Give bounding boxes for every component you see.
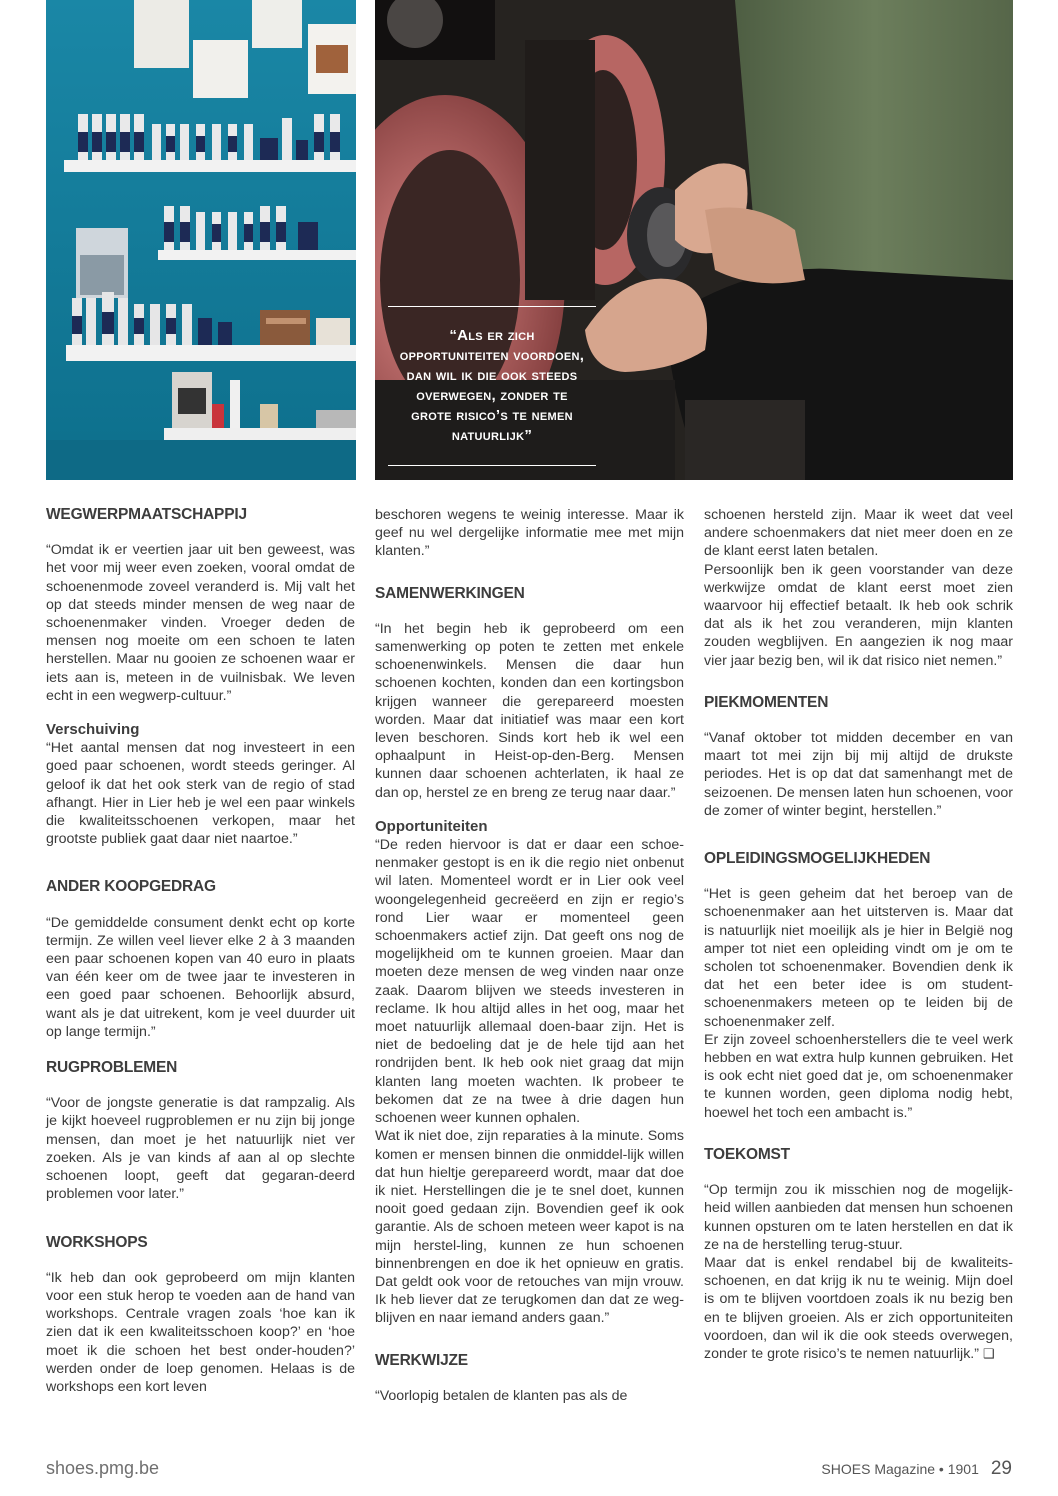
paragraph: “Omdat ik er veertien jaar uit ben geweest, was het voor mij weer even zoeken, vooral omdat de schoenenmode zoveel veranderd is. Mij valt het op dat steeds minder mensen de weg naar de schoenenmaker vinden. Vroeger deden de mensen nog moeite om een schoen te laten herstellen. Maar nu gooien ze schoenen waar er iets aan is, meteen in de vuilnisbak. We leven echt in een wegwerp-cultuur.”: [46, 542, 355, 704]
paragraph: “De gemiddelde consument denkt echt op korte termijn. Ze willen veel liever elke 2 à 3 maanden een paar schoenen kopen van 40 euro in plaats van één keer om de twee jaar te investeren in een goed paar schoenen. Behoorlijk absurd, want als je dat uitrekent, kom je veel duurder uit op lange termijn.”: [46, 914, 355, 1040]
article-column-2: [375, 506, 684, 1405]
footer-magazine: SHOES Magazine • 1901: [821, 1461, 979, 1477]
paragraph: [704, 1254, 1013, 1363]
shelf-photo: [46, 0, 356, 480]
footer-website: shoes.pmg.be: [46, 1458, 160, 1478]
section-heading-piekmomenten: PIEKMOMENTEN: [704, 693, 829, 711]
section-heading-werkwijze: WERKWIJZE: [375, 1351, 468, 1369]
page-number: 29: [990, 1458, 1012, 1479]
pull-quote-text: “Als er zich opportuniteiten voordoen, dan wil ik die ook steeds overwegen, zonder te grote risico’s te nemen natuurlijk”: [399, 327, 585, 444]
section-heading-ander-koopgedrag: ANDER KOOPGEDRAG: [46, 878, 216, 896]
article-column-3: [704, 506, 1013, 1363]
paragraph: “Vanaf oktober tot midden december en van maart tot mei zijn bij mij altijd de drukste periodes. Het is op dat dat samenhangt met de seizoenen. De mensen laten hun schoenen, voor de zomer of winter begint, herstellen.”: [704, 730, 1013, 819]
shelf-photo-illustration: [46, 0, 356, 480]
paragraph: “Het aantal mensen dat nog investeert in een goed paar schoenen, wordt steeds geringer. Al geloof ik dat het ook sterk van de regio of stad afhangt. Hier in Lier heb je wel een paar winkels die kwaliteitsschoenen verkopen, maar het grootste publiek gaat daar niet naartoe.”: [46, 740, 355, 848]
paragraph: “Ik heb dan ook geprobeerd om mijn klanten voor een stuk herop te voeden aan de hand van workshops. Centrale vragen zoals ‘hoe kan ik zien dat ik een kwaliteitsschoen koop?’ en ‘hoe moet ik die schoen het best onder-houden?’ werden onder de loep genomen. Helaas is de workshops een kort leven: [46, 1269, 355, 1395]
paragraph: “Op termijn zou ik misschien nog de mogelijk-heid willen aanbieden dat mensen hun schoenen kunnen opsturen om te laten herstellen en dat ik ze na de herstelling terug-stuur.: [704, 1182, 1013, 1253]
subheading-opportuniteiten: Opportuniteiten: [375, 817, 488, 835]
paragraph: schoenen hersteld zijn. Maar ik weet dat veel andere schoenmakers dat niet meer doen en ze de klant eerst laten betalen.: [704, 507, 1013, 560]
section-heading-opleidingsmogelijkheden: OPLEIDINGSMOGELIJKHEDEN: [704, 850, 931, 868]
end-mark-icon: ❑: [982, 1345, 995, 1361]
paragraph: Wat ik niet doe, zijn reparaties à la minute. Soms komen er mensen binnen die onmiddel-lijk willen dat hun hieltje gerepareerd wordt, maar dat doe ik niet. Herstellingen die je te snel doet, kunnen nooit goed gedaan zijn. Bovendien geef ik ook garantie. Als de schoen meteen weer kapot is na mijn herstel-ling, kunnen ze hun schoenen binnenbrengen en doe ik het opnieuw en gratis. Dat geldt ook voor de retouches van mijn vrouw. Ik heb liever dat ze terugkomen dan dat ze weg-blijven en naar iemand anders gaan.”: [375, 1128, 684, 1327]
section-heading-wegwerpmaatschappij: WEGWERPMAATSCHAPPIJ: [46, 506, 247, 523]
paragraph: “Het is geen geheim dat het beroep van de schoenenmaker aan het uitsterven is. Maar dat is natuurlijk niet moeilijk als je hier in België nog amper tot niet een opleiding vindt om je om te scholen tot schoenenmaker. Bovendien denk ik dat het een beter idee is om student-schoenenmakers meteen op te leiden bij de schoenenmaker zelf.: [704, 886, 1013, 1030]
paragraph: “Voorlopig betalen de klanten pas als de: [375, 1387, 628, 1404]
paragraph-text: Maar dat is enkel rendabel bij de kwaliteits-schoenen, en dat krijg ik nu te weinig. Mijn doel is om te blijven voortdoen zoals ik nu bezig ben en te blijven groeien. Als er zich opportuniteiten voordoen, dan wil ik die ook steeds overwegen, zonder te grote risico’s te nemen natuurlijk.”: [704, 1254, 1013, 1362]
footer-info: [821, 1458, 1012, 1480]
paragraph: Persoonlijk ben ik geen voorstander van deze werkwijze omdat de klant eerst moet zien waarvoor hij effectief betaalt. Ik heb ook schrik dat als ik het zou veranderen, mijn klanten zouden wegblijven. En aangezien ik nog maar vier jaar bezig ben, wil ik dat risico niet nemen.”: [704, 561, 1013, 669]
paragraph: beschoren wegens te weinig interesse. Maar ik geef nu wel dergelijke informatie mee met mijn klanten.”: [375, 507, 684, 560]
section-heading-rugproblemen: RUGPROBLEMEN: [46, 1059, 178, 1077]
paragraph: “Voor de jongste generatie is dat rampzalig. Als je kijkt hoeveel rugproblemen er nu zijn bij jonge mensen, dan moet je het natuurlijk niet ver zoeken. Als je van kinds af aan al op slechte schoenen loopt, geeft dat gegaran-deerd problemen voor later.”: [46, 1095, 355, 1203]
section-heading-samenwerkingen: SAMENWERKINGEN: [375, 584, 525, 602]
section-heading-workshops: WORKSHOPS: [46, 1233, 148, 1251]
paragraph: “In het begin heb ik geprobeerd om een samenwerking op poten te zetten met enkele schoenenwinkels. Mensen die daar hun schoenen kochten, konden dan een kortingsbon krijgen wanneer die gerepareerd moesten worden. Maar dat initiatief was maar een kort leven beschoren. Sinds kort heb ik wel een ophaalpunt in Heist-op-den-Berg. Mensen kunnen daar schoenen achterlaten, ik haal ze dan op, herstel ze en breng ze terug naar daar.”: [375, 620, 684, 801]
section-heading-toekomst: TOEKOMST: [704, 1145, 790, 1163]
pull-quote: [388, 306, 596, 466]
paragraph: “De reden hiervoor is dat er daar een schoe-nenmaker gestopt is en ik die regio niet onbenut wil laten. Momenteel wordt er in Lier ook veel woongelegenheid gecreëerd en zijn er regio’s rond Lier waar er momenteel geen schoenmakers actief zijn. Dat geeft ons nog de mogelijkheid om te kunnen groeien. Maar dan moeten deze mensen de weg vinden naar onze zaak. Daarom blijven we steeds investeren in reclame. Ik hou altijd alles in het oog, maar het moet natuurlijk allemaal doen-baar zijn. Het is niet de bedoeling dat je de hele tijd aan het rondrijden bent. Ik heb ook niet graag dat mijn klanten lang moeten wachten. Ik probeer te bekomen dat ze na twee à drie dagen hun schoenen weer kunnen ophalen.: [375, 837, 684, 1127]
subheading-verschuiving: Verschuiving: [46, 721, 140, 739]
paragraph: Er zijn zoveel schoenherstellers die te veel werk hebben en wat extra hulp kunnen gebruiken. Het is ook echt niet goed dat je, om schoenenmaker te kunnen worden, geen diploma nodig hebt, hoewel het toch een ambacht is.”: [704, 1031, 1013, 1121]
article-column-1: [46, 506, 355, 1396]
